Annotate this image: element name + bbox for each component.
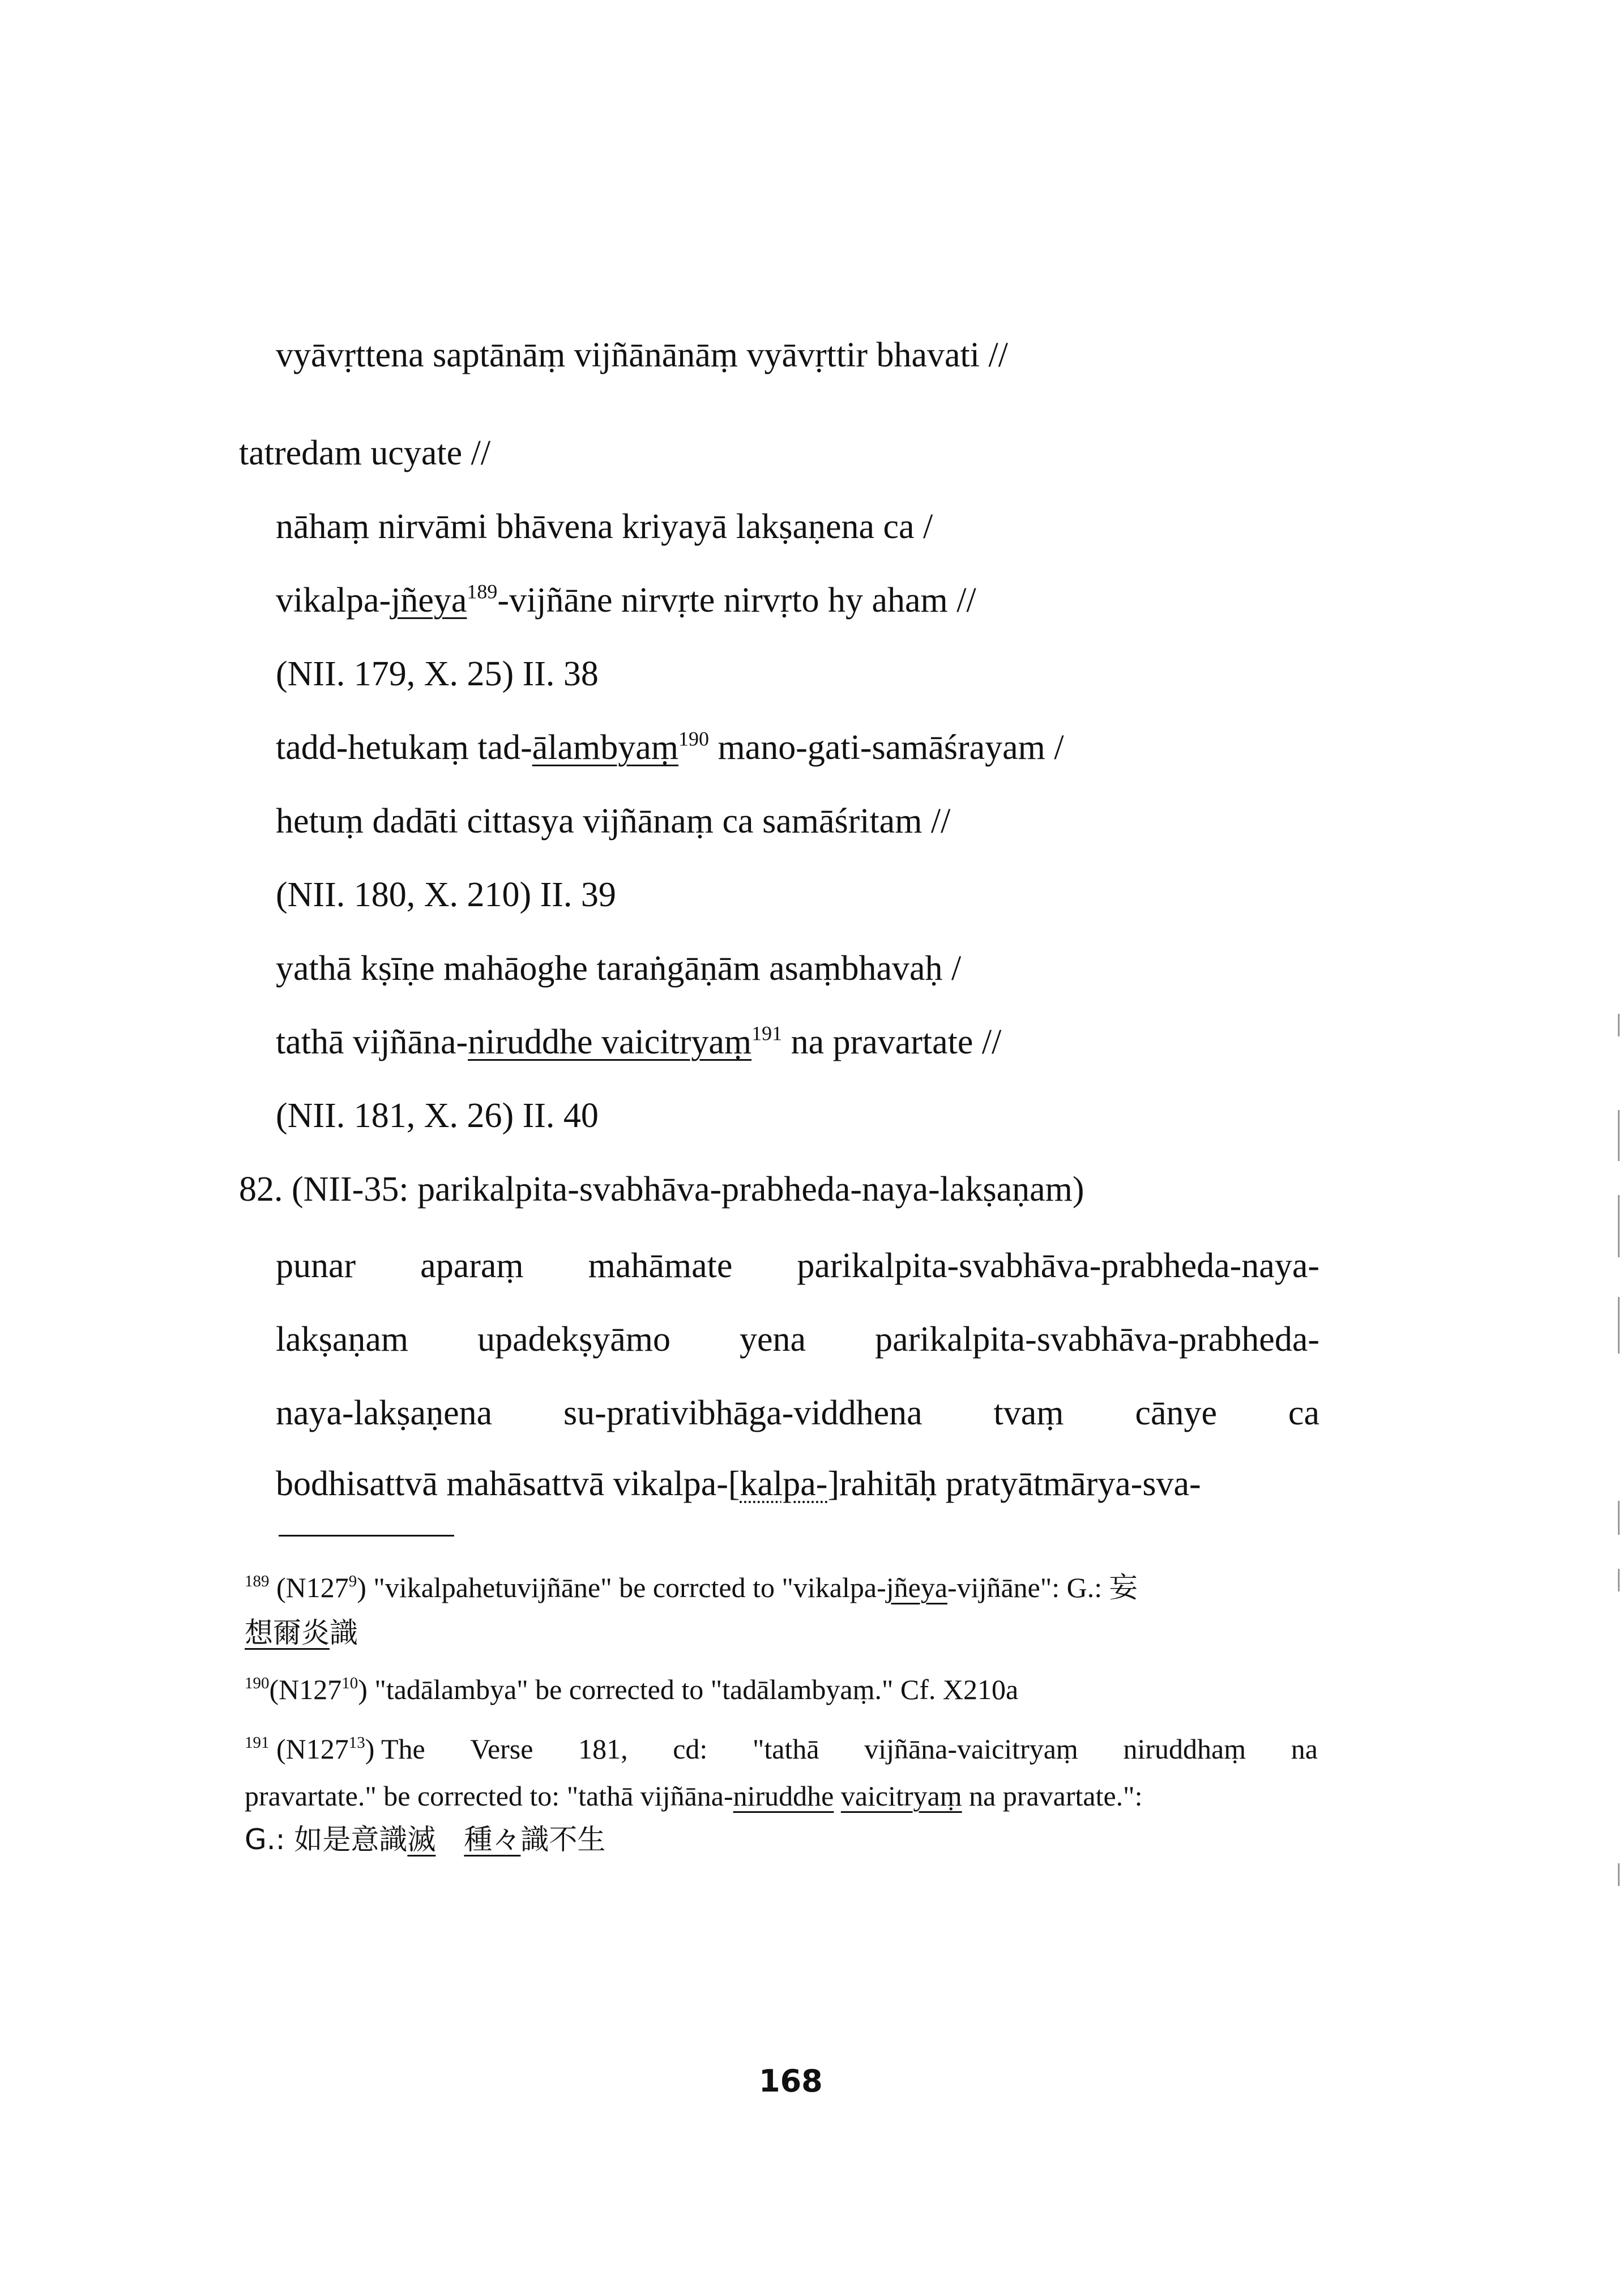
text-line-2: tatredam ucyate // <box>239 434 491 472</box>
verse-line-6: tathā vijñāna-niruddhe vaicitryaṃ$^{191}$ na pravartate // <box>276 1022 1002 1061</box>
scan-mark <box>1618 1195 1620 1257</box>
footnote-189-line-2: 想爾炎識 <box>245 1616 358 1649</box>
paragraph-line-4: bodhisattvā mahāsattvā vikalpa-[kalpa-]rahitāḥ pratyātmārya-sva- <box>276 1465 1201 1503</box>
footnote-separator <box>279 1535 454 1537</box>
section-heading-82: 82. (NII-35: parikalpita-svabhāva-prabheda-naya-lakṣaṇam) <box>239 1170 1084 1209</box>
footnote-190: $^{190}(N127^{10})$ "tadālambya" be corrected to "tadālambyaṃ." Cf. X210a <box>245 1674 1019 1705</box>
footnote-ref-190: 190 <box>678 727 709 750</box>
footnote-191-line-1: $^{191}$ $(N127^{13})$ The Verse 181, cd: "tathā vijñāna-vaicitryaṃ niruddhaṃ na <box>245 1733 1318 1765</box>
verse-line-2: vikalpa-jñeya$^{189}$-vijñāne nirvṛte nirvṛto hy aham // <box>276 580 976 620</box>
scan-mark <box>1618 1569 1620 1591</box>
verse-line-5: yathā kṣīṇe mahāoghe taraṅgāṇām asaṃbhavaḥ / <box>276 949 962 988</box>
paragraph-line-2: lakṣaṇam upadekṣyāmo yena parikalpita-svabhāva-prabheda- <box>276 1320 1319 1359</box>
paragraph-line-3: naya-lakṣaṇena su-prativibhāga-viddhena tvaṃ cānye ca <box>276 1394 1319 1432</box>
scan-mark <box>1618 1863 1620 1886</box>
paragraph-line-1: punar aparaṃ mahāmate parikalpita-svabhāva-prabheda-naya- <box>276 1247 1319 1285</box>
dotted-underlined-term: kalpa- <box>740 1465 828 1503</box>
verse-line-3: tadd-hetukaṃ tad-ālambyaṃ$^{190}$ mano-gati-samāśrayam / <box>276 727 1064 767</box>
scan-mark <box>1618 1110 1620 1161</box>
scan-mark <box>1618 1501 1620 1535</box>
page-number: 168 <box>759 2063 823 2099</box>
scan-mark <box>1618 1297 1620 1354</box>
text-line-1: vyāvṛttena saptānāṃ vijñānānāṃ vyāvṛttir bhavati // <box>276 336 1008 374</box>
underlined-term: ālambyaṃ <box>532 728 679 767</box>
verse-line-4: hetuṃ dadāti cittasya vijñānaṃ ca samāśritam // <box>276 802 951 840</box>
footnote-ref-189: 189 <box>467 580 498 603</box>
footnote-189-line-1: $^{189}$ $(N127^9)$ "vikalpahetuvijñāne" be corrcted to "vikalpa-jñeya-vijñāne": G.: 妄 <box>245 1572 1138 1603</box>
verse-reference-40: (NII. 181, X. 26) II. 40 <box>276 1096 599 1135</box>
underlined-term: niruddhe vaicitryaṃ <box>468 1023 752 1061</box>
footnote-191-line-2: pravartate." be corrected to: "tathā vijñāna-niruddhe vaicitryaṃ na pravartate.": <box>245 1780 1143 1812</box>
verse-reference-38: (NII. 179, X. 25) II. 38 <box>276 655 599 693</box>
verse-line-1: nāhaṃ nirvāmi bhāvena kriyayā lakṣaṇena ca / <box>276 507 933 546</box>
footnote-ref-191: 191 <box>751 1022 783 1045</box>
footnote-191-line-3: G.: 如是意識滅 種々識不生 <box>245 1823 606 1856</box>
verse-reference-39: (NII. 180, X. 210) II. 39 <box>276 876 616 914</box>
scan-mark <box>1618 1014 1620 1036</box>
underlined-term: jñeya <box>391 581 467 620</box>
